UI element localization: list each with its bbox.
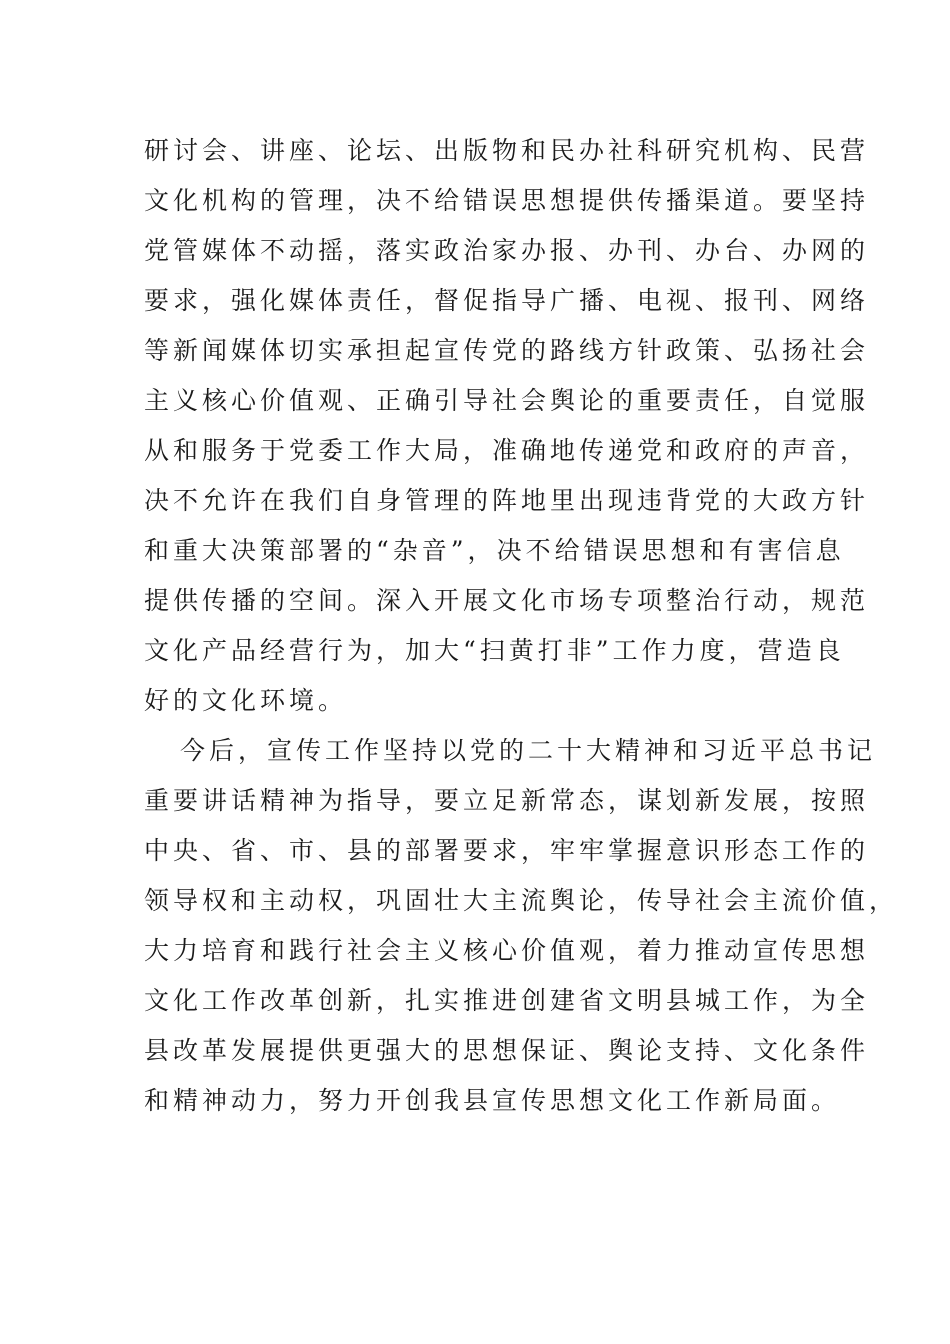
paragraph-1-line-2: 文化机构的管理，决不给错误思想提供传播渠道。要坚持: [144, 186, 870, 215]
paragraph-2-line-7: 县改革发展提供更强大的思想保证、舆论支持、文化条件: [144, 1036, 870, 1065]
paragraph-2-line-3: 中央、省、市、县的部署要求，牢牢掌握意识形态工作的: [144, 836, 870, 865]
paragraph-1-line-1: 研讨会、讲座、论坛、出版物和民办社科研究机构、民营: [144, 136, 870, 165]
paragraph-1-line-11: 文化产品经营行为，加大“扫黄打非”工作力度，营造良: [144, 636, 845, 665]
paragraph-2-line-8: 和精神动力，努力开创我县宣传思想文化工作新局面。: [144, 1086, 841, 1115]
paragraph-1-line-4: 要求，强化媒体责任，督促指导广播、电视、报刊、网络: [144, 286, 870, 315]
paragraph-1-line-9: 和重大决策部署的“杂音”，决不给错误思想和有害信息: [144, 536, 845, 565]
paragraph-2-line-6: 文化工作改革创新，扎实推进创建省文明县城工作，为全: [144, 986, 870, 1015]
paragraph-1-line-7: 从和服务于党委工作大局，准确地传递党和政府的声音，: [144, 436, 870, 465]
paragraph-1-line-10: 提供传播的空间。深入开展文化市场专项整治行动，规范: [144, 586, 870, 615]
paragraph-2-line-5: 大力培育和践行社会主义核心价值观，着力推动宣传思想: [144, 936, 870, 965]
paragraph-1-line-5: 等新闻媒体切实承担起宣传党的路线方针政策、弘扬社会: [144, 336, 870, 365]
paragraph-1-line-3: 党管媒体不动摇，落实政治家办报、办刊、办台、办网的: [144, 236, 870, 265]
paragraph-2-line-2: 重要讲话精神为指导，要立足新常态，谋划新发展，按照: [144, 786, 870, 815]
paragraph-1-line-12: 好的文化环境。: [144, 686, 348, 715]
paragraph-2-line-4: 领导权和主动权，巩固壮大主流舆论，传导社会主流价值，: [144, 886, 899, 915]
paragraph-1-line-8: 决不允许在我们自身管理的阵地里出现违背党的大政方针: [144, 486, 870, 515]
paragraph-2-line-1: 今后，宣传工作坚持以党的二十大精神和习近平总书记: [180, 736, 877, 765]
paragraph-1-line-6: 主义核心价值观、正确引导社会舆论的重要责任，自觉服: [144, 386, 870, 415]
